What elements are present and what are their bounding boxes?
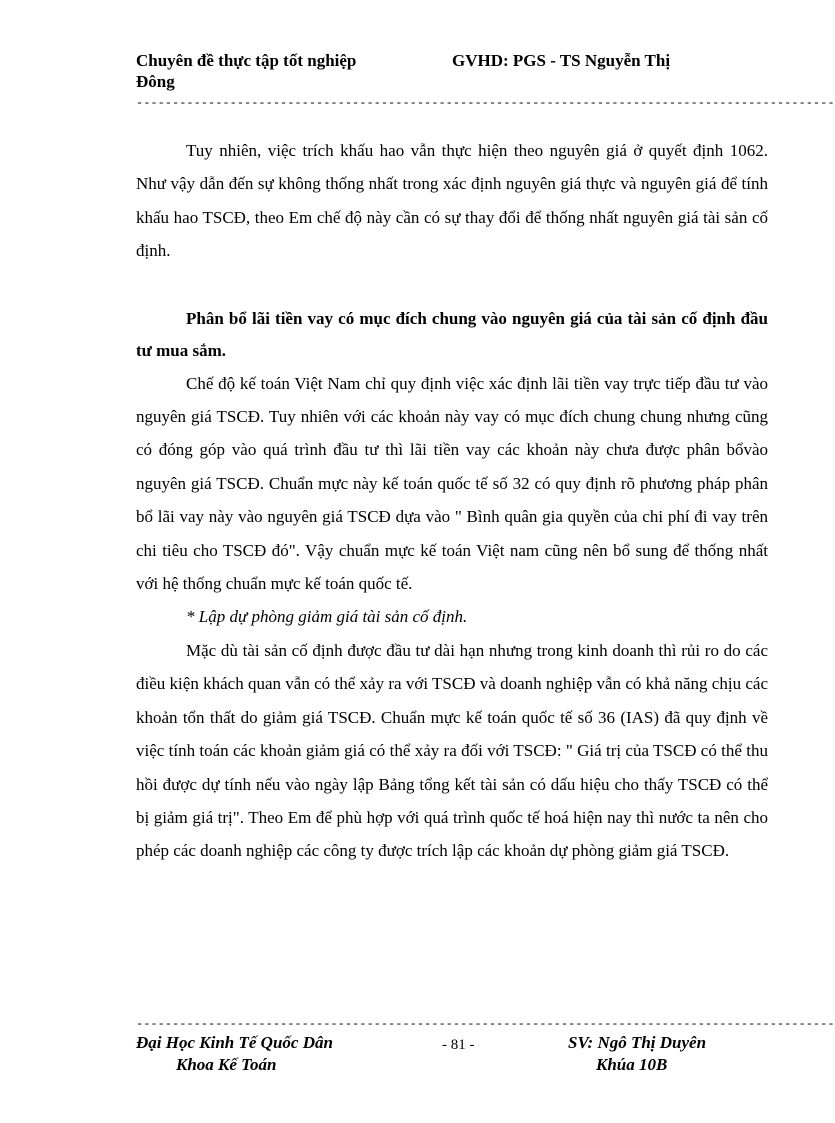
header-advisor: GVHD: PGS - TS Nguyễn Thị <box>452 51 671 70</box>
section-title: Phân bổ lãi tiền vay có mục đích chung vào nguyên giá của tài sản cố định đầu tư mua sắm. <box>136 308 768 360</box>
header-separator: ------------------------------------------------------------------------------------------------- <box>136 96 835 110</box>
paragraph-3: Mặc dù tài sản cố định được đầu tư dài hạn nhưng trong kinh doanh thì rủi ro do các điều kiện khách quan vẫn có thể xảy ra với TSCĐ và doanh nghiệp vẫn có khả năng chịu các khoản tổn thất do giảm giá TSCĐ. Chuẩn mực kế toán quốc tế số 36 (IAS) đã quy định về việc tính toán các khoản giảm giá có thể xảy ra đối với TSCĐ: " Giá trị của TSCĐ có thể thu hồi được dự tính nếu vào ngày lập Bảng tổng kết tài sản có dấu hiệu cho thấy TSCĐ có thể bị giảm giá trị". Theo Em để phù hợp với quá trình quốc tế hoá hiện nay thì nước ta nên cho phép các doanh nghiệp các công ty được trích lập các khoản dự phòng giảm giá TSCĐ. <box>136 640 768 861</box>
paragraph-2: Chế độ kế toán Việt Nam chỉ quy định việc xác định lãi tiền vay trực tiếp đầu tư vào nguyên giá TSCĐ. Tuy nhiên với các khoản này vay có mục đích chung chung nhưng cũng có đóng góp vào quá trình đầu tư thì lãi tiền vay các khoản này chưa được phân bổvào nguyên giá TSCĐ. Chuẩn mực này kế toán quốc tế số 32 có quy định rõ phương pháp phân bổ lãi vay này vào nguyên giá TSCĐ dựa vào " Bình quân gia quyền của chi phí đi vay trên chi tiêu cho TSCĐ đó". Vậy chuẩn mực kế toán Việt nam cũng nên bổ sung để thống nhất với hệ thống chuẩn mực kế toán quốc tế. <box>136 373 768 594</box>
footer-university: Đại Học Kinh Tế Quốc Dân <box>136 1033 333 1052</box>
document-body <box>136 134 768 868</box>
page-number: - 81 - <box>442 1037 475 1053</box>
header-advisor-continuation: Đông <box>136 72 175 91</box>
paragraph-1: Tuy nhiên, việc trích khấu hao vẫn thực hiện theo nguyên giá ở quyết định 1062. Như vậy dẫn đến sự không thống nhất trong xác định nguyên giá thực và nguyên giá để tính khấu hao TSCĐ, theo Em chế độ này cần có sự thay đổi để thống nhất nguyên giá tài sản cố định. <box>136 141 768 261</box>
footer-faculty: Khoa Kế Toán <box>176 1055 277 1074</box>
header-title: Chuyên đề thực tập tốt nghiệp <box>136 51 357 70</box>
footer-course: Khúa 10B <box>596 1055 668 1074</box>
page-header <box>136 50 736 92</box>
italic-heading: * Lập dự phòng giảm giá tài sản cố định. <box>186 607 468 627</box>
footer-separator: ------------------------------------------------------------------------------------------------- <box>136 1017 835 1031</box>
footer-student: SV: Ngô Thị Duyên <box>568 1033 707 1052</box>
